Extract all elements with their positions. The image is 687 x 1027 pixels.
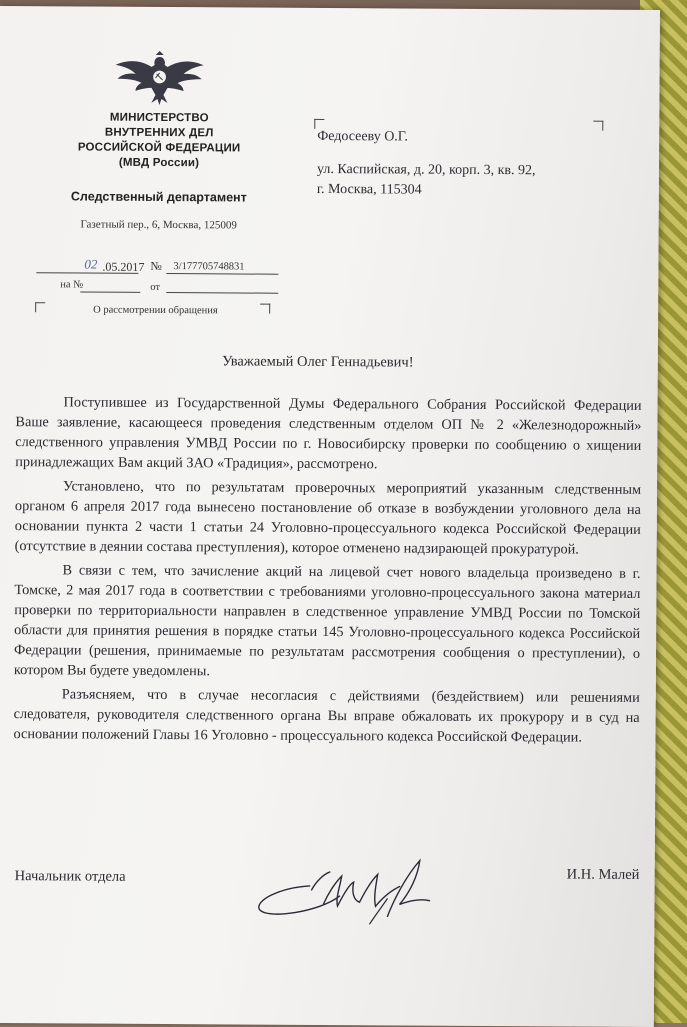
recipient-corner-left	[314, 119, 324, 129]
ministry-line-1: МИНИСТЕРСТВО	[109, 111, 209, 125]
ministry-line-2: ВНУТРЕННИХ ДЕЛ	[104, 126, 214, 140]
letter-body	[13, 392, 641, 752]
recipient-name: Федосееву О.Г.	[317, 128, 408, 145]
registration-number: 3/177705748831	[173, 261, 245, 273]
ministry-line-3: РОССИЙСКОЙ ФЕДЕРАЦИИ	[77, 141, 241, 155]
double-headed-eagle-emblem	[111, 51, 207, 110]
department-address: Газетный пер., 6, Москва, 125009	[80, 218, 237, 232]
ministry-line-4: (МВД России)	[118, 156, 200, 170]
subject-line: О рассмотрении обращения	[93, 304, 218, 317]
recipient-corner-right	[593, 121, 603, 131]
department-name: Следственный департамент	[70, 189, 247, 205]
paragraph-4: Разъясняем, что в случае несогласия с действиями (бездействием) или решениями следователя, руководителя следственного органа Вы вправе обжаловать их прокурору и в суд на основании положений Главы 16 Уголовно - процессуального кодекса Российской Федерации.	[13, 686, 640, 746]
subject-corner-left	[35, 302, 45, 312]
paragraph-1: Поступившее из Государственной Думы Федерального Собрания Российской Федерации Ваше заявление, касающееся проведения следственным отделом ОП № 2 «Железнодорожный» следственного управления УМВД России по г. Новосибирску проверки по сообщению о хищении принадлежащих Вам акций ЗАО «Традиция», рассмотрено.	[15, 394, 642, 473]
signatory-role: Начальник отдела	[14, 868, 126, 885]
date-printed: .05.2017	[102, 259, 145, 274]
recipient-address-line-2: г. Москва, 115304	[316, 181, 422, 198]
subject-corner-right	[260, 304, 270, 314]
number-underline	[166, 273, 278, 275]
handwritten-signature	[249, 846, 439, 927]
from-underline	[166, 292, 278, 294]
paragraph-2: Установлено, что по результатам проверочных мероприятий указанным следственным органом 6 апреля 2017 года вынесено постановление об отказе в возбуждении уголовного дела на основании пункта 2 части 1 статьи 24 Уголовно-процессуального кодекса Российской Федерации (отсутствие в деянии состава преступления), которое отменено надзирающей прокуратурой.	[14, 478, 642, 558]
greeting: Уважаемый Олег Геннадьевич!	[222, 353, 414, 371]
ref-underline	[80, 291, 140, 292]
letter-page	[0, 6, 660, 1027]
from-label: от	[150, 281, 161, 293]
date-day-handwritten: 02	[84, 256, 98, 272]
signatory-name: И.Н. Малей	[566, 866, 640, 883]
paragraph-3: В связи с тем, что зачисление акций на лицевой счет нового владельца произведено в г. Томске, 2 мая 2017 года в соответствии с требованиями уголовно-процессуального закона материал проверки по территориальности направлен в следственное управление УМВД России по Томской области для принятия решения в порядке статьи 145 Уголовно-процессуального кодекса Российской Федерации (решения, принимаемые по результатам рассмотрения сообщения о преступлении), о котором Вы будете уведомлены.	[13, 562, 641, 680]
ref-label: на №	[60, 279, 84, 291]
recipient-address-line-1: ул. Каспийская, д. 20, корп. 3, кв. 92,	[316, 161, 536, 179]
number-label: №	[150, 258, 162, 273]
